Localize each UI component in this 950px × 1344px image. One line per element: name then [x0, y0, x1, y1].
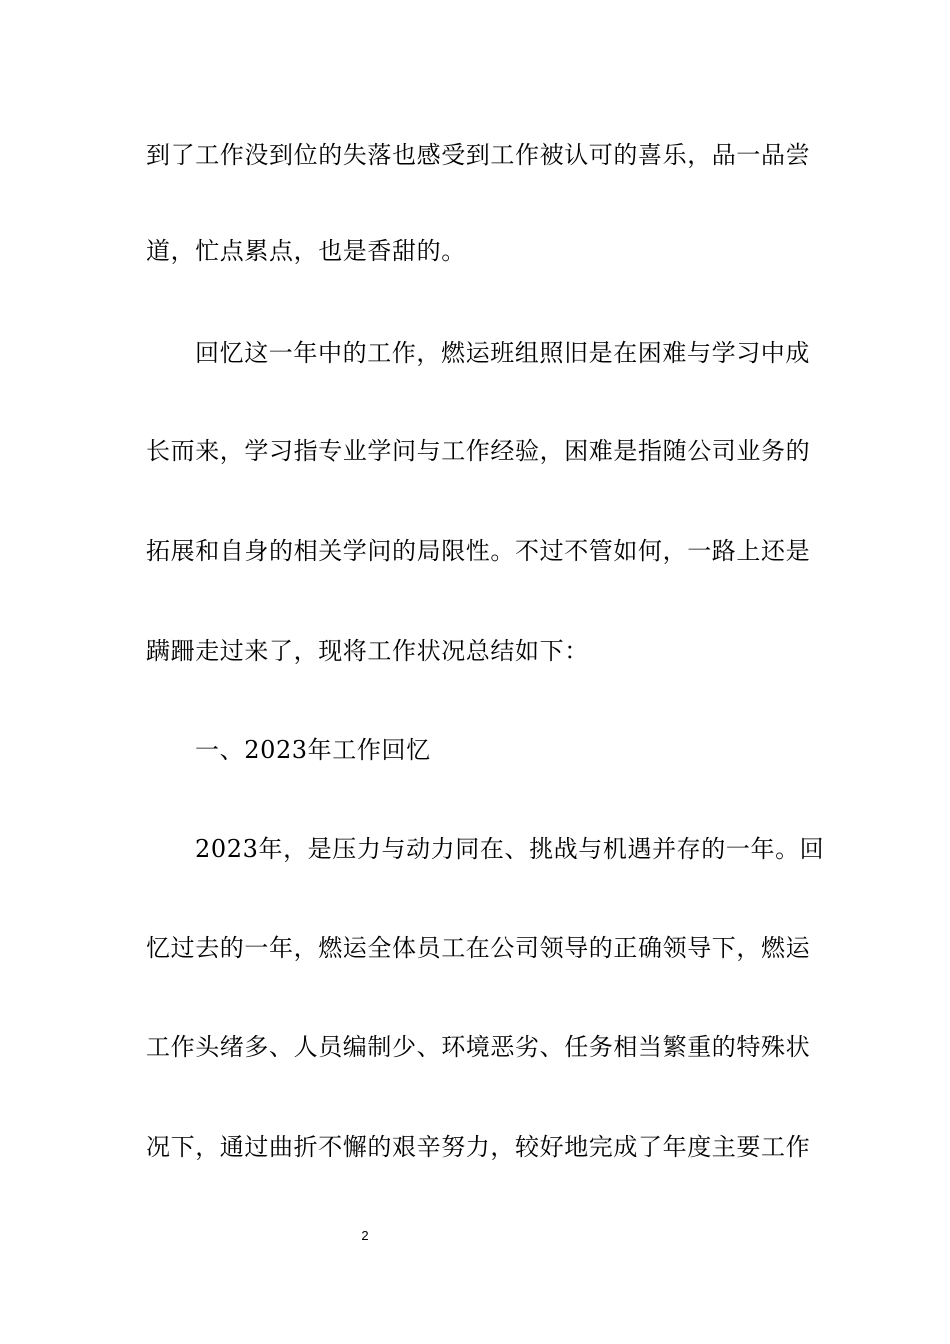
paragraph-3-line-1: 2023年，是压力与动力同在、挑战与机遇并存的一年。回: [195, 835, 825, 863]
page-number: 2: [361, 1228, 369, 1243]
paragraph-1-line-1: 到了工作没到位的失落也感受到工作被认可的喜乐，品一品尝: [146, 141, 811, 169]
paragraph-2-line-4: 蹒跚走过来了，现将工作状况总结如下：: [146, 637, 589, 665]
section-heading: 一、2023年工作回忆: [195, 736, 431, 764]
paragraph-2-line-2: 长而来，学习指专业学问与工作经验，困难是指随公司业务的: [146, 437, 811, 465]
paragraph-3-line-4: 况下，通过曲折不懈的艰辛努力，较好地完成了年度主要工作: [146, 1133, 811, 1161]
paragraph-3-line-3: 工作头绪多、人员编制少、环境恶劣、任务相当繁重的特殊状: [146, 1033, 811, 1061]
paragraph-1-line-2: 道，忙点累点，也是香甜的。: [146, 237, 466, 265]
paragraph-2-line-3: 拓展和自身的相关学问的局限性。不过不管如何，一路上还是: [146, 537, 811, 565]
paragraph-2-line-1: 回忆这一年中的工作，燃运班组照旧是在困难与学习中成: [195, 339, 810, 367]
paragraph-3-line-2: 忆过去的一年，燃运全体员工在公司领导的正确领导下，燃运: [146, 934, 811, 962]
